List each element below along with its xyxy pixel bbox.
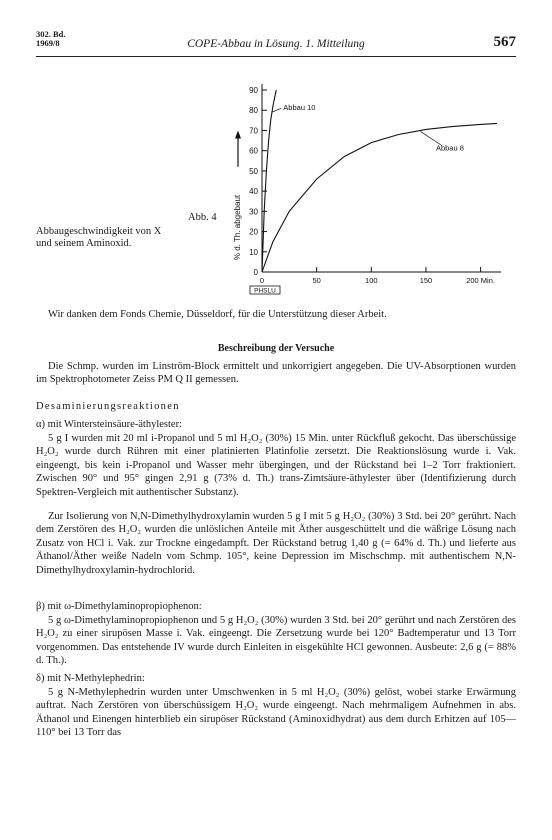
y-tick-label: 0 (253, 268, 258, 277)
degradation-chart (222, 76, 512, 298)
beta-paragraph-1: 5 g ω-Dimethylaminopropiophenon und 5 g H₂O₂ (30%) wurden 3 Std. bei 20° gerührt und nach Zerstören des H₂O₂ zu einer sirupösen Masse i. Vak. eingeengt. Die Zersetzung wurde bei 120° Badtemperatur und 13 Torr vorgenommen. Das entstehende IV wurde durch Einleiten in eisgekühlte HCl gewonnen. Ausbeute: 2,6 g (= 88% d. Th.). (36, 615, 516, 667)
x-tick-label: 0 (259, 276, 265, 285)
series-leader-abbau-8 (420, 131, 441, 145)
caption-line-1: Abbaugeschwindigkeit von X (36, 226, 162, 237)
y-tick-label: 60 (249, 146, 258, 156)
series-leader-abbau-10 (272, 108, 281, 112)
chart-series (262, 90, 497, 272)
y-tick-label: 50 (249, 166, 258, 176)
volume-line-1: 302. Bd. (36, 29, 66, 39)
x-tick-label: 150 (419, 276, 433, 285)
beta-title: β) mit ω-Dimethylaminopropiophenon: (36, 601, 202, 612)
alpha-title: α) mit Wintersteinsäure-äthylester: (36, 419, 183, 430)
delta-title: δ) mit N-Methylephedrin: (36, 673, 145, 684)
y-tick-label: 20 (249, 227, 258, 237)
caption-line-2: und seinem Aminoxid. (36, 238, 132, 249)
figure-label: Abb. 4 (188, 212, 217, 223)
x-tick-label: 50 (312, 276, 321, 285)
section-heading: Beschreibung der Versuche (217, 343, 335, 354)
figure-caption (36, 212, 226, 250)
x-tick-label: 100 (365, 276, 378, 285)
alpha-paragraph-2: Zur Isolierung von N,N-Dimethylhydroxylamin wurden 5 g I mit 5 g H₂O₂ (30%) 3 Std. bei 20° gerührt. Nach dem Zerstören des H₂O₂ wurden die unlöslichen Anteile mit Äther ausgeschüttelt und die wäßrige Lösung nach Zusatz von HCl i. Vak. zur Trockne eingedampft. Der Rückstand betrug 1,40 g (= 64% d. Th.) und lieferte aus Äthanol/Äther weiße Nadeln vom Schmp. 105°, keine Depression im Mischschmp. mit authentischem N,N-Dimethylhydroxylamin-hydrochlorid. (36, 511, 516, 576)
section-intro: Die Schmp. wurden im Linström-Block ermittelt und unkorrigiert angegeben. Die UV-Absorptionen wurden im Spektrophotometer Zeiss PM Q II gemessen. (36, 361, 516, 386)
y-axis-arrow-head (235, 130, 241, 138)
delta-paragraph-1: 5 g N-Methylephedrin wurden unter Umschwenken in 5 ml H₂O₂ (30%) gelöst, wobei starke Erwärmung auftrat. Nach Zerstören von überschüssigem H₂O₂ wurde eingeengt. Nach mehrmaligem Aufnehmen in abs. Äthanol und Einengen hinterblieb ein sirupöser Rückstand (Aminoxidhydrat) aus dem durch Erhitzen auf 105—110° bei 13 Torr das (36, 687, 516, 739)
chart-ticks (249, 86, 495, 285)
y-tick-label: 80 (249, 106, 258, 116)
alpha-paragraph-1: 5 g I wurden mit 20 ml i-Propanol und 5 ml H₂O₂ (30%) 15 Min. unter Rückfluß gekocht. Das überschüssige H₂O₂ wurde durch Rühren mit einer platinierten Platinfolie zersetzt. Die Reaktionslösung wurde i. Vak. eingeengt, bis kein i-Propanol und Wasser mehr übergingen, und der Rückstand bei 1–2 Torr fraktioniert. Zwischen 90° und 95° gingen 2,91 g (73% d. Th.) trans-Zimtsäure-äthylester über (Identifizierung durch Spektren-Vergleich mit authentischer Substanz). (36, 433, 516, 498)
header-rule (36, 56, 516, 57)
x-tick-label: 200 Min. (466, 276, 495, 285)
section-subheading: Desaminierungsreaktionen (36, 401, 180, 412)
y-tick-label: 70 (249, 126, 258, 136)
running-title: COPE-Abbau in Lösung. 1. Mitteilung (187, 38, 365, 50)
y-tick-label: 90 (249, 86, 258, 95)
volume-line-2: 1969/8 (36, 38, 60, 48)
acknowledgement: Wir danken dem Fonds Chemie, Düsseldorf, für die Unterstützung dieser Arbeit. (48, 309, 387, 320)
y-tick-label: 10 (249, 247, 258, 257)
series-label-abbau-10: Abbau 10 (283, 103, 316, 113)
series-label-abbau-8: Abbau 8 (435, 143, 464, 153)
figure-stamp: PHSLU (254, 287, 276, 295)
y-axis-label: % d. Th. abgebaut (233, 194, 242, 261)
series-line-1 (262, 90, 276, 272)
page-number: 567 (493, 34, 516, 50)
y-tick-label: 30 (249, 207, 258, 217)
chart-labels (233, 103, 464, 294)
y-tick-label: 40 (249, 187, 258, 197)
